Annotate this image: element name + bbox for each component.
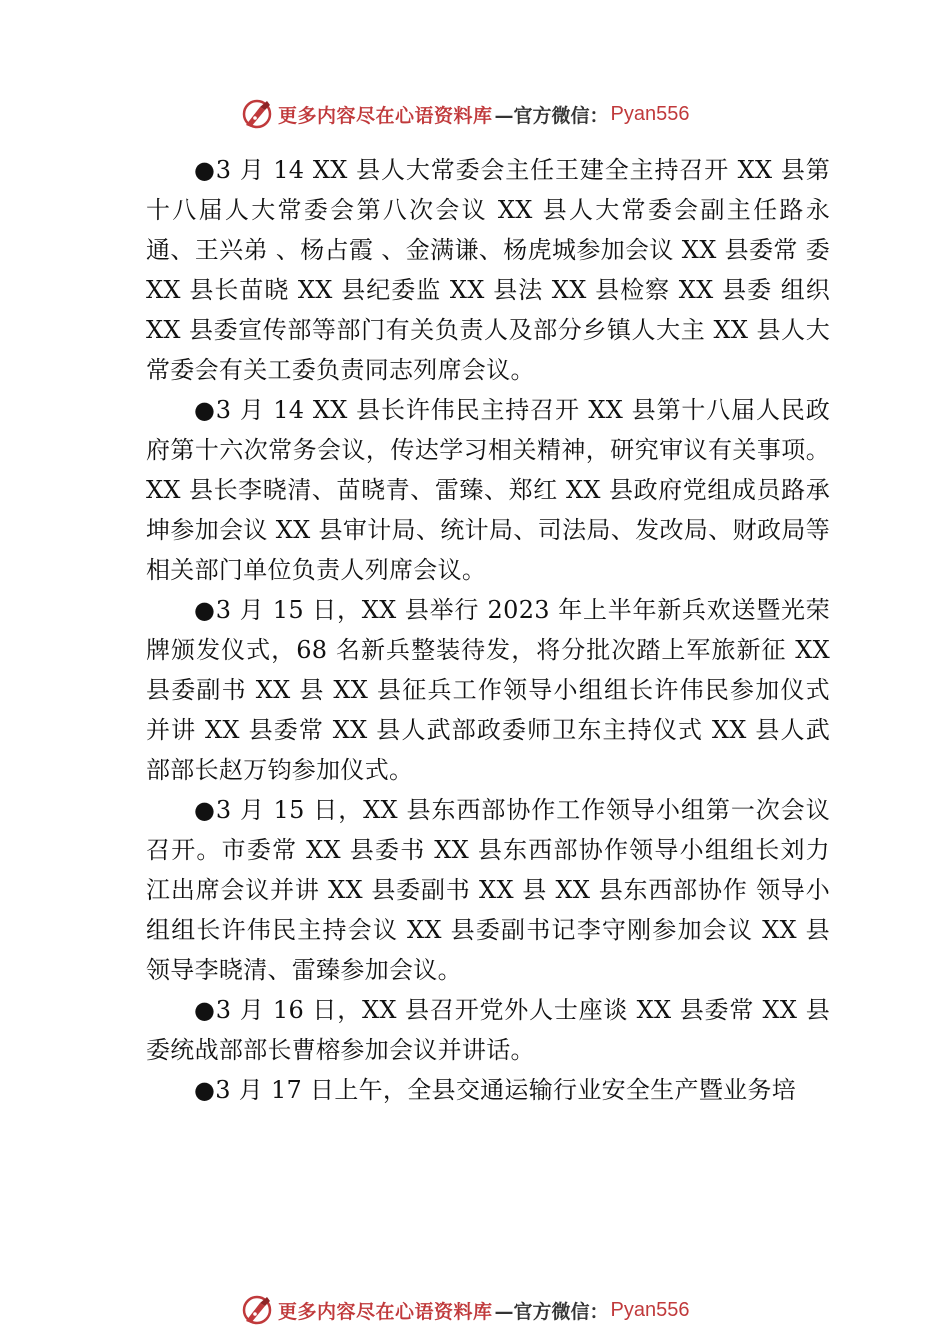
paragraph: ●3 月 17 日上午，全县交通运输行业安全生产暨业务培 bbox=[194, 1076, 797, 1104]
paragraph: ●3 月 15 日，XX 县东西部协作工作领导小组第一次会议召开。市委常 XX 县委书 XX 县东西部协作领导小组组长刘力江出席会议并讲 XX 县委副书 XX 县 XX 县东西部协作 领导小组组长许伟民主持会议 XX 县委副书记李守刚参加会议 XX 县领导李晓清、雷臻参加会议。 bbox=[146, 796, 830, 984]
watermark-wechat-id: Pyan556 bbox=[610, 102, 690, 125]
pen-nib-logo-icon bbox=[240, 97, 274, 131]
paragraph: ●3 月 14 XX 县人大常委会主任王建全主持召开 XX 县第十八届人大常委会第八次会议 XX 县人大常委会副主任路永 通、王兴弟 、杨占霞 、金满谦、杨虎城参加会议 XX 县委常 委 XX 县长苗晓 XX 县纪委监 XX 县法 XX 县检察 XX 县委 组织 XX 县委宣传部等部门有关负责人及部分乡镇人大主 XX 县人大常委会有关工委负责同志列席会议。 bbox=[146, 156, 830, 384]
header-watermark bbox=[240, 96, 690, 132]
pen-nib-logo-icon bbox=[240, 1293, 274, 1327]
watermark-main-text: 更多内容尽在心语资料库 bbox=[278, 104, 493, 127]
paragraph: ●3 月 16 日，XX 县召开党外人士座谈 XX 县委常 XX 县委统战部部长曹榕参加会议并讲话。 bbox=[146, 996, 830, 1064]
watermark-wechat-id: Pyan556 bbox=[610, 1298, 690, 1321]
watermark-main-text: 更多内容尽在心语资料库 bbox=[278, 1300, 493, 1323]
footer-watermark bbox=[240, 1292, 690, 1328]
watermark-label: —官方微信： bbox=[494, 1300, 609, 1323]
watermark-label: —官方微信： bbox=[494, 104, 609, 127]
paragraph: ●3 月 15 日，XX 县举行 2023 年上半年新兵欢送暨光荣牌颁发仪式，68 名新兵整装待发，将分批次踏上军旅新征 XX 县委副书 XX 县 XX 县征兵工作领导小组组长许伟民参加仪式并讲 XX 县委常 XX 县人武部政委师卫东主持仪式 XX 县人武部部长赵万钧参加仪式。 bbox=[146, 596, 830, 784]
paragraph: ●3 月 14 XX 县长许伟民主持召开 XX 县第十八届人民政府第十六次常务会议，传达学习相关精神，研究审议有关事项。XX 县长李晓清、苗晓青、雷臻、郑红 XX 县政府党组成员路承坤参加会议 XX 县审计局、统计局、司法局、发改局、财政局等相关部门单位负责人列席会议。 bbox=[146, 396, 830, 584]
document-body bbox=[146, 150, 830, 1110]
